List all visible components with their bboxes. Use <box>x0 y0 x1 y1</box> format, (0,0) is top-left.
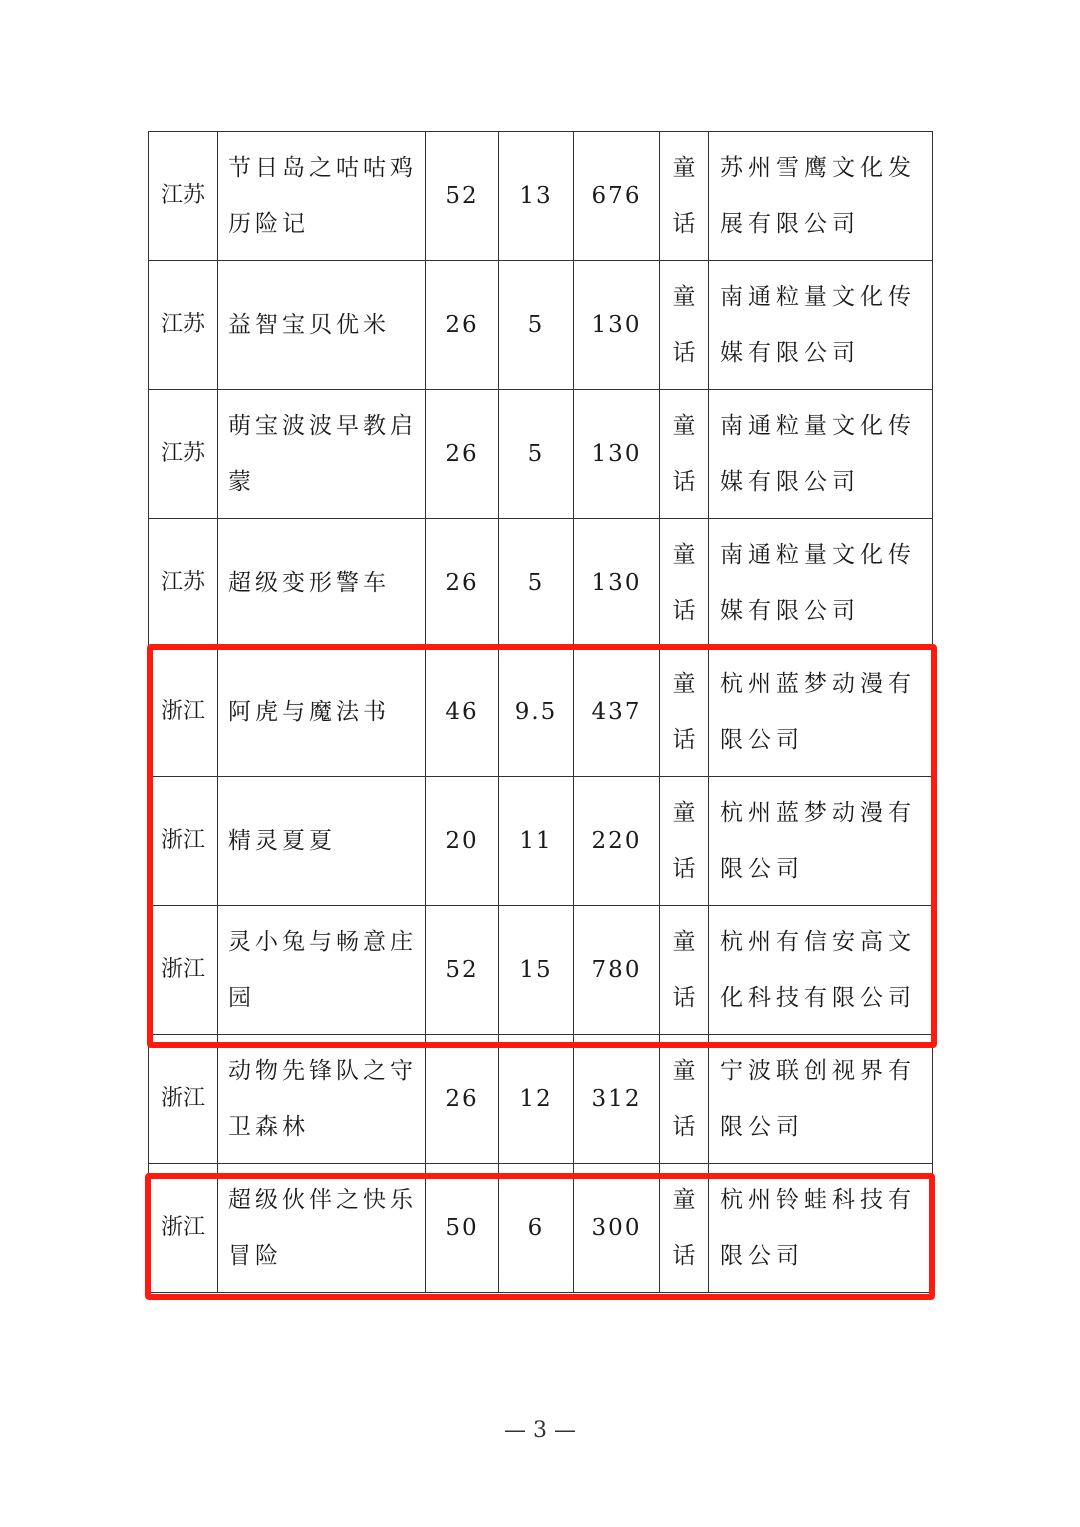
page-number: — 3 — <box>504 1418 576 1443</box>
cell-province: 江苏 <box>149 261 218 390</box>
cell-episodes: 26 <box>426 261 499 390</box>
cell-minutes: 5 <box>499 519 574 648</box>
cell-episodes: 52 <box>426 906 499 1035</box>
cell-title: 益智宝贝优米 <box>218 261 426 390</box>
cell-minutes: 5 <box>499 390 574 519</box>
table-row <box>149 132 933 261</box>
cell-genre: 童话 <box>660 132 709 261</box>
cell-genre: 童话 <box>660 261 709 390</box>
cell-title: 超级变形警车 <box>218 519 426 648</box>
cell-title: 节日岛之咕咕鸡历险记 <box>218 132 426 261</box>
cell-episodes: 20 <box>426 777 499 906</box>
cell-province: 浙江 <box>149 777 218 906</box>
cell-title: 阿虎与魔法书 <box>218 648 426 777</box>
cell-minutes: 6 <box>499 1164 574 1293</box>
table-row <box>149 390 933 519</box>
cell-company: 宁波联创视界有限公司 <box>709 1035 933 1164</box>
cell-episodes: 46 <box>426 648 499 777</box>
cell-title: 灵小兔与畅意庄园 <box>218 906 426 1035</box>
cell-minutes: 5 <box>499 261 574 390</box>
cell-total: 780 <box>574 906 660 1035</box>
highlight-box-1 <box>147 644 937 1048</box>
cell-episodes: 52 <box>426 132 499 261</box>
cell-total: 676 <box>574 132 660 261</box>
cell-province: 江苏 <box>149 519 218 648</box>
cell-total: 130 <box>574 390 660 519</box>
cell-genre: 童话 <box>660 519 709 648</box>
cell-total: 130 <box>574 261 660 390</box>
cell-province: 浙江 <box>149 1035 218 1164</box>
cell-title: 精灵夏夏 <box>218 777 426 906</box>
cell-minutes: 13 <box>499 132 574 261</box>
cell-total: 437 <box>574 648 660 777</box>
table-row <box>149 261 933 390</box>
cell-episodes: 26 <box>426 519 499 648</box>
cell-title: 萌宝波波早教启蒙 <box>218 390 426 519</box>
table-row <box>149 519 933 648</box>
cell-company: 杭州铃蛙科技有限公司 <box>709 1164 933 1293</box>
cell-minutes: 15 <box>499 906 574 1035</box>
cell-genre: 童话 <box>660 648 709 777</box>
cell-genre: 童话 <box>660 1164 709 1293</box>
cell-company: 苏州雪鹰文化发展有限公司 <box>709 132 933 261</box>
cell-minutes: 9.5 <box>499 648 574 777</box>
cell-genre: 童话 <box>660 777 709 906</box>
table-row <box>149 1035 933 1164</box>
cell-company: 杭州蓝梦动漫有限公司 <box>709 648 933 777</box>
cell-total: 220 <box>574 777 660 906</box>
cell-episodes: 50 <box>426 1164 499 1293</box>
cell-episodes: 26 <box>426 1035 499 1164</box>
cell-total: 300 <box>574 1164 660 1293</box>
cell-company: 南通粒量文化传媒有限公司 <box>709 261 933 390</box>
cell-title: 超级伙伴之快乐冒险 <box>218 1164 426 1293</box>
cell-company: 杭州蓝梦动漫有限公司 <box>709 777 933 906</box>
cell-province: 江苏 <box>149 390 218 519</box>
cell-province: 浙江 <box>149 648 218 777</box>
cell-province: 江苏 <box>149 132 218 261</box>
cell-minutes: 12 <box>499 1035 574 1164</box>
cell-company: 南通粒量文化传媒有限公司 <box>709 519 933 648</box>
cell-minutes: 11 <box>499 777 574 906</box>
cell-province: 浙江 <box>149 1164 218 1293</box>
cell-company: 南通粒量文化传媒有限公司 <box>709 390 933 519</box>
cell-genre: 童话 <box>660 906 709 1035</box>
cell-total: 312 <box>574 1035 660 1164</box>
cell-episodes: 26 <box>426 390 499 519</box>
highlight-box-2 <box>145 1173 935 1300</box>
cell-title: 动物先锋队之守卫森林 <box>218 1035 426 1164</box>
cell-province: 浙江 <box>149 906 218 1035</box>
cell-total: 130 <box>574 519 660 648</box>
cell-company: 杭州有信安高文化科技有限公司 <box>709 906 933 1035</box>
cell-genre: 童话 <box>660 1035 709 1164</box>
cell-genre: 童话 <box>660 390 709 519</box>
